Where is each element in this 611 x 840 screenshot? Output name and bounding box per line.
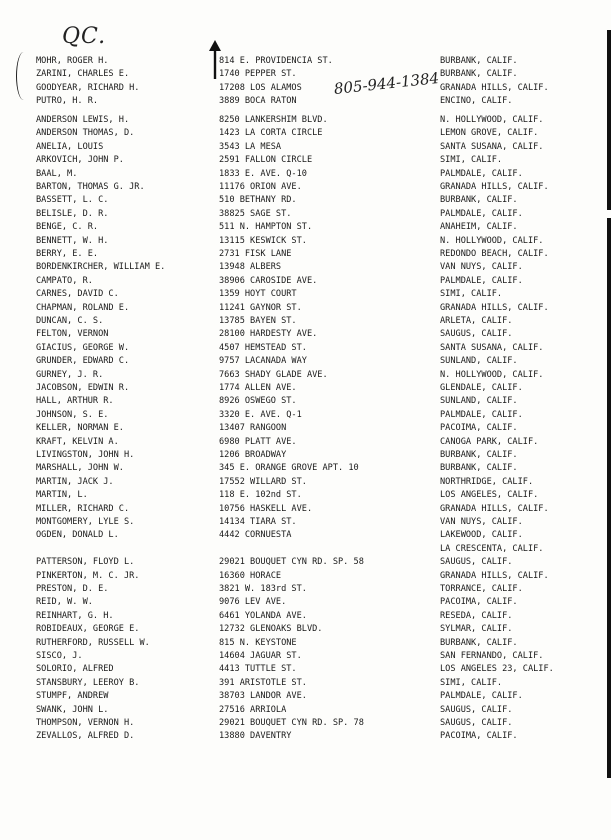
- entry-city: BURBANK, CALIF.: [440, 56, 518, 66]
- entry-name: MARTIN, JACK J.: [36, 476, 114, 487]
- entry-address: 38906 CAROSIDE AVE.: [219, 275, 318, 286]
- list-item: [0, 235, 611, 247]
- entry-city: SIMI, CALIF.: [440, 289, 503, 300]
- entry-name: JOHNSON, S. E.: [36, 409, 109, 420]
- entry-name: BORDENKIRCHER, WILLIAM E.: [36, 262, 166, 273]
- entry-city: PALMDALE, CALIF.: [440, 208, 523, 219]
- entry-city: GLENDALE, CALIF.: [440, 383, 523, 393]
- entry-name: MILLER, RICHARD C.: [36, 503, 130, 514]
- entry-address: 38703 LANDOR AVE.: [219, 691, 307, 702]
- entry-city: PACOIMA, CALIF.: [440, 597, 518, 608]
- entry-address: 9757 LACANADA WAY: [219, 356, 307, 367]
- entry-address: 7663 SHADY GLADE AVE.: [219, 369, 328, 380]
- entry-address: 27516 ARRIOLA: [219, 704, 287, 715]
- entry-city: LEMON GROVE, CALIF.: [440, 128, 539, 139]
- entry-address: 12732 GLENOAKS BLVD.: [219, 624, 323, 635]
- entry-city: GRANADA HILLS, CALIF.: [440, 182, 549, 192]
- entry-city: GRANADA HILLS, CALIF.: [440, 302, 549, 313]
- entry-address: 6461 YOLANDA AVE.: [219, 610, 307, 621]
- entry-city: PALMDALE, CALIF.: [440, 275, 523, 286]
- entry-name: PUTRO, H. R.: [36, 96, 99, 107]
- entry-city: BURBANK, CALIF.: [440, 450, 518, 460]
- entry-name: STANSBURY, LEEROY B.: [36, 677, 140, 688]
- list-item: [0, 342, 611, 354]
- list-item: [0, 422, 611, 434]
- list-item: [0, 610, 611, 622]
- list-item: [0, 261, 611, 273]
- list-item: [0, 395, 611, 407]
- list-item: [0, 489, 611, 501]
- entry-name: CAMPATO, R.: [36, 275, 93, 286]
- entry-name: SWANK, JOHN L.: [36, 704, 109, 715]
- entry-name: LIVINGSTON, JOHN H.: [36, 450, 135, 460]
- entry-address: 345 E. ORANGE GROVE APT. 10: [219, 463, 359, 474]
- entry-name: PATTERSON, FLOYD L.: [36, 557, 135, 568]
- list-item: [0, 208, 611, 220]
- entry-name: REID, W. W.: [36, 597, 93, 608]
- list-item: [0, 650, 611, 662]
- entry-city: LOS ANGELES 23, CALIF.: [440, 664, 554, 675]
- list-item: [0, 717, 611, 729]
- entry-name: ANDERSON LEWIS, H.: [36, 115, 130, 125]
- list-item: [0, 55, 611, 67]
- entry-address: 8250 LANKERSHIM BLVD.: [219, 115, 328, 125]
- entry-city: LA CRESCENTA, CALIF.: [440, 543, 544, 554]
- entry-address: 6980 PLATT AVE.: [219, 436, 297, 447]
- entry-address: 14604 JAGUAR ST.: [219, 651, 302, 661]
- entry-name: PINKERTON, M. C. JR.: [36, 570, 140, 581]
- entry-name: MARTIN, L.: [36, 490, 88, 501]
- list-item: [0, 503, 611, 515]
- entry-address: 1740 PEPPER ST.: [219, 69, 297, 80]
- entry-city: BURBANK, CALIF.: [440, 195, 518, 206]
- entry-city: LOS ANGELES, CALIF.: [440, 490, 539, 501]
- entry-address: 13880 DAVENTRY: [219, 731, 292, 742]
- entry-address: 10756 HASKELL AVE.: [219, 503, 313, 514]
- entry-city: SUNLAND, CALIF.: [440, 396, 518, 407]
- list-item: [0, 637, 611, 649]
- list-item: [0, 663, 611, 675]
- entry-address: 510 BETHANY RD.: [219, 195, 297, 206]
- list-item: [0, 95, 611, 107]
- entry-city: PALMDALE, CALIF.: [440, 168, 523, 179]
- entry-city: GRANADA HILLS, CALIF.: [440, 82, 549, 93]
- list-item: [0, 436, 611, 448]
- entry-city: PACOIMA, CALIF.: [440, 731, 518, 742]
- entry-address: 13785 BAYEN ST.: [219, 316, 297, 326]
- entry-address: 2731 FISK LANE: [219, 249, 292, 259]
- entry-name: BELISLE, D. R.: [36, 208, 109, 219]
- entry-address: 8926 OSWEGO ST.: [219, 396, 297, 407]
- entry-city: RESEDA, CALIF.: [440, 610, 513, 621]
- entry-address: 17208 LOS ALAMOS: [219, 82, 302, 93]
- entry-city: PACOIMA, CALIF.: [440, 423, 518, 434]
- entry-city: SAUGUS, CALIF.: [440, 329, 513, 340]
- list-item: [0, 382, 611, 394]
- list-item: [0, 556, 611, 568]
- entry-city: PALMDALE, CALIF.: [440, 409, 523, 420]
- entry-name: ARKOVICH, JOHN P.: [36, 155, 124, 166]
- entry-city: BURBANK, CALIF.: [440, 69, 518, 80]
- entry-city: GRANADA HILLS, CALIF.: [440, 503, 549, 514]
- entry-name: SISCO, J.: [36, 651, 83, 661]
- list-item: [0, 596, 611, 608]
- entry-address: 17552 WILLARD ST.: [219, 476, 307, 487]
- entry-address: 118 E. 102nd ST.: [219, 490, 302, 501]
- entry-name: MOHR, ROGER H.: [36, 56, 109, 66]
- entry-city: N. HOLLYWOOD, CALIF.: [440, 115, 544, 125]
- entry-name: KELLER, NORMAN E.: [36, 423, 124, 434]
- entry-name: SOLORIO, ALFRED: [36, 664, 114, 675]
- list-item: [0, 583, 611, 595]
- entry-city: ANAHEIM, CALIF.: [440, 222, 518, 233]
- entry-name: GIACIUS, GEORGE W.: [36, 342, 130, 353]
- entry-name: ANDERSON THOMAS, D.: [36, 128, 135, 139]
- entry-name: FELTON, VERNON: [36, 329, 109, 340]
- entry-city: GRANADA HILLS, CALIF.: [440, 570, 549, 581]
- entry-address: 3821 W. 183rd ST.: [219, 584, 307, 594]
- entry-city: NORTHRIDGE, CALIF.: [440, 476, 534, 487]
- list-item: [0, 570, 611, 582]
- entry-name: BERRY, E. E.: [36, 249, 99, 259]
- list-item: [0, 369, 611, 381]
- entry-city: LAKEWOOD, CALIF.: [440, 530, 523, 541]
- list-item: [0, 328, 611, 340]
- entry-address: 38825 SAGE ST.: [219, 208, 292, 219]
- entry-city: BURBANK, CALIF.: [440, 463, 518, 474]
- entry-address: 3889 BOCA RATON: [219, 96, 297, 107]
- list-item: [0, 449, 611, 461]
- list-item: [0, 623, 611, 635]
- entry-city: SAUGUS, CALIF.: [440, 557, 513, 568]
- entry-name: BASSETT, L. C.: [36, 195, 109, 206]
- list-item: [0, 275, 611, 287]
- entry-address: 13115 KESWICK ST.: [219, 235, 307, 246]
- entry-name: ANELIA, LOUIS: [36, 141, 104, 152]
- entry-name: KRAFT, KELVIN A.: [36, 436, 119, 447]
- list-item: [0, 704, 611, 716]
- list-item: [0, 355, 611, 367]
- entry-name: GRUNDER, EDWARD C.: [36, 356, 130, 367]
- list-item: [0, 114, 611, 126]
- entry-address: 9076 LEV AVE.: [219, 597, 287, 608]
- entry-city: SAUGUS, CALIF.: [440, 704, 513, 715]
- entry-name: MONTGOMERY, LYLE S.: [36, 517, 135, 527]
- list-item: [0, 181, 611, 193]
- entry-address: 814 E. PROVIDENCIA ST.: [219, 56, 333, 66]
- entry-city: VAN NUYS, CALIF.: [440, 262, 523, 273]
- entry-address: 511 N. HAMPTON ST.: [219, 222, 313, 233]
- entry-name: ZEVALLOS, ALFRED D.: [36, 731, 135, 742]
- entry-name: JACOBSON, EDWIN R.: [36, 383, 130, 393]
- list-item: [0, 168, 611, 180]
- entry-city: CANOGA PARK, CALIF.: [440, 436, 539, 447]
- entry-city: ARLETA, CALIF.: [440, 316, 513, 326]
- entry-name: BENNETT, W. H.: [36, 235, 109, 246]
- entry-address: 1774 ALLEN AVE.: [219, 383, 297, 393]
- entry-address: 1206 BROADWAY: [219, 450, 287, 460]
- entry-city: SANTA SUSANA, CALIF.: [440, 141, 544, 152]
- entry-city: SAN FERNANDO, CALIF.: [440, 651, 544, 661]
- list-item: [0, 315, 611, 327]
- entry-name: PRESTON, D. E.: [36, 584, 109, 594]
- list-item: [0, 82, 611, 94]
- entry-name: BARTON, THOMAS G. JR.: [36, 182, 145, 192]
- entry-name: REINHART, G. H.: [36, 610, 114, 621]
- entry-city: SAUGUS, CALIF.: [440, 718, 513, 728]
- entry-city: N. HOLLYWOOD, CALIF.: [440, 369, 544, 380]
- entry-address: 4413 TUTTLE ST.: [219, 664, 297, 675]
- handwritten-qc-note: QC.: [62, 24, 107, 49]
- entry-name: RUTHERFORD, RUSSELL W.: [36, 637, 150, 648]
- entry-name: ZARINI, CHARLES E.: [36, 69, 130, 80]
- list-item: [0, 516, 611, 528]
- entry-address: 16360 HORACE: [219, 570, 282, 581]
- entry-address: 2591 FALLON CIRCLE: [219, 155, 313, 166]
- entry-name: GURNEY, J. R.: [36, 369, 104, 380]
- entry-address: 3543 LA MESA: [219, 141, 282, 152]
- entry-city: SIMI, CALIF.: [440, 677, 503, 688]
- entry-city: SUNLAND, CALIF.: [440, 356, 518, 367]
- entry-name: GOODYEAR, RICHARD H.: [36, 82, 140, 93]
- entry-address: 29021 BOUQUET CYN RD. SP. 78: [219, 718, 364, 728]
- entry-name: CARNES, DAVID C.: [36, 289, 119, 300]
- entry-name: BAAL, M.: [36, 168, 78, 179]
- entry-city: TORRANCE, CALIF.: [440, 584, 523, 594]
- list-item: [0, 248, 611, 260]
- list-item: [0, 68, 611, 80]
- entry-city: PALMDALE, CALIF.: [440, 691, 523, 702]
- entry-address: 4442 CORNUESTA: [219, 530, 292, 541]
- list-item: [0, 529, 611, 541]
- list-item: [0, 409, 611, 421]
- entry-address: 13948 ALBERS: [219, 262, 282, 273]
- entry-name: OGDEN, DONALD L.: [36, 530, 119, 541]
- entry-address: 11176 ORION AVE.: [219, 182, 302, 192]
- handwritten-phone-number: 805-944-1384: [333, 69, 440, 98]
- list-item: [0, 690, 611, 702]
- entry-city: SYLMAR, CALIF.: [440, 624, 513, 635]
- entry-city: VAN NUYS, CALIF.: [440, 517, 523, 527]
- entry-address: 14134 TIARA ST.: [219, 517, 297, 527]
- list-item: [0, 302, 611, 314]
- list-item: [0, 154, 611, 166]
- entry-address: 4507 HEMSTEAD ST.: [219, 342, 307, 353]
- entry-city: SIMI, CALIF.: [440, 155, 503, 166]
- entry-address: 1423 LA CORTA CIRCLE: [219, 128, 323, 139]
- entry-address: 391 ARISTOTLE ST.: [219, 677, 307, 688]
- entry-name: BENGE, C. R.: [36, 222, 99, 233]
- entry-address: 13407 RANGOON: [219, 423, 287, 434]
- entry-name: DUNCAN, C. S.: [36, 316, 104, 326]
- entry-address: 3320 E. AVE. Q-1: [219, 409, 302, 420]
- list-item: [0, 462, 611, 474]
- entry-name: THOMPSON, VERNON H.: [36, 718, 135, 728]
- entry-name: HALL, ARTHUR R.: [36, 396, 114, 407]
- list-item: [0, 194, 611, 206]
- entry-city: SANTA SUSANA, CALIF.: [440, 342, 544, 353]
- entry-name: ROBIDEAUX, GEORGE E.: [36, 624, 140, 635]
- entry-name: STUMPF, ANDREW: [36, 691, 109, 702]
- list-item: [0, 677, 611, 689]
- entry-address: 815 N. KEYSTONE: [219, 637, 297, 648]
- entry-city: BURBANK, CALIF.: [440, 637, 518, 648]
- entry-address: 1359 HOYT COURT: [219, 289, 297, 300]
- list-item: [0, 141, 611, 153]
- list-item: [0, 730, 611, 742]
- entry-city: REDONDO BEACH, CALIF.: [440, 249, 549, 259]
- entry-address: 29021 BOUQUET CYN RD. SP. 58: [219, 557, 364, 568]
- entry-city: N. HOLLYWOOD, CALIF.: [440, 235, 544, 246]
- entry-address: 11241 GAYNOR ST.: [219, 302, 302, 313]
- entry-name: MARSHALL, JOHN W.: [36, 463, 124, 474]
- entry-city: ENCINO, CALIF.: [440, 96, 513, 107]
- list-item: [0, 476, 611, 488]
- list-item: [0, 288, 611, 300]
- list-item: [0, 543, 611, 555]
- list-item: [0, 221, 611, 233]
- entry-address: 1833 E. AVE. Q-10: [219, 168, 307, 179]
- entry-address: 28100 HARDESTY AVE.: [219, 329, 318, 340]
- list-item: [0, 127, 611, 139]
- entry-name: CHAPMAN, ROLAND E.: [36, 302, 130, 313]
